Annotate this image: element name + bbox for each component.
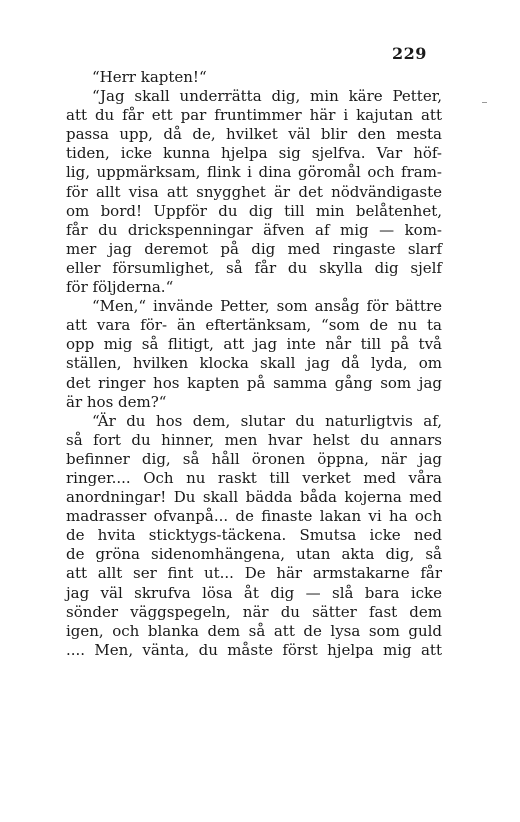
margin-mark — [482, 102, 487, 103]
text-line: “Är du hos dem, slutar du naturligtvis af, — [92, 411, 442, 430]
text-line: så fort du hinner, men hvar helst du annars — [66, 430, 442, 449]
text-line: mer jag deremot på dig med ringaste slarf — [66, 239, 442, 258]
text-line: madrasser ofvanpå... de finaste lakan vi ha och — [66, 507, 442, 526]
text-line: de gröna sidenomhängena, utan akta dig, så — [66, 545, 442, 564]
text-line: igen, och blanka dem så att de lysa som guld — [66, 621, 442, 640]
body-text — [66, 68, 442, 660]
text-line: att du får ett par fruntimmer här i kajutan att — [66, 106, 442, 125]
text-line: får du drickspenningar äfven af mig — kom- — [66, 220, 442, 239]
text-line: anordningar! Du skall bädda båda kojerna med — [66, 488, 442, 507]
text-line: befinner dig, så håll öronen öppna, när jag — [66, 449, 442, 468]
text-line: för allt visa att snygghet är det nödvändigaste — [66, 182, 442, 201]
text-line: passa upp, då de, hvilket väl blir den mesta — [66, 125, 442, 144]
text-line: är hos dem?“ — [66, 392, 167, 411]
text-line: att allt ser fint ut... De här armstakarne får — [66, 564, 442, 583]
text-line: ringer.... Och nu raskt till verket med våra — [66, 468, 442, 487]
text-line: “Herr kapten!“ — [92, 68, 207, 86]
text-line: “Jag skall underrätta dig, min käre Petter, — [92, 87, 442, 106]
page-number: 229 — [392, 44, 427, 63]
text-line: eller försumlighet, så får du skylla dig sjelf — [66, 258, 442, 277]
text-line: lig, uppmärksam, flink i dina göromål och fram- — [66, 163, 442, 182]
text-line: tiden, icke kunna hjelpa sig sjelfva. Var höf- — [66, 144, 442, 163]
text-line: om bord! Uppför du dig till min belåtenhet, — [66, 201, 442, 220]
text-line: att vara för- än eftertänksam, “som de nu ta — [66, 316, 442, 335]
text-line: sönder väggspegeln, när du sätter fast dem — [66, 602, 442, 621]
text-line: .... Men, vänta, du måste först hjelpa mig att — [66, 640, 442, 659]
text-line: det ringer hos kapten på samma gång som jag — [66, 373, 442, 392]
text-line: “Men,“ invände Petter, som ansåg för bättre — [92, 297, 442, 316]
text-line: de hvita sticktygs-täckena. Smutsa icke ned — [66, 526, 442, 545]
text-line: för följderna.“ — [66, 278, 174, 297]
text-line: ställen, hvilken klocka skall jag då lyda, om — [66, 354, 442, 373]
text-line: jag väl skrufva lösa åt dig — slå bara icke — [66, 583, 442, 602]
text-line: opp mig så flitigt, att jag inte når till på två — [66, 335, 442, 354]
